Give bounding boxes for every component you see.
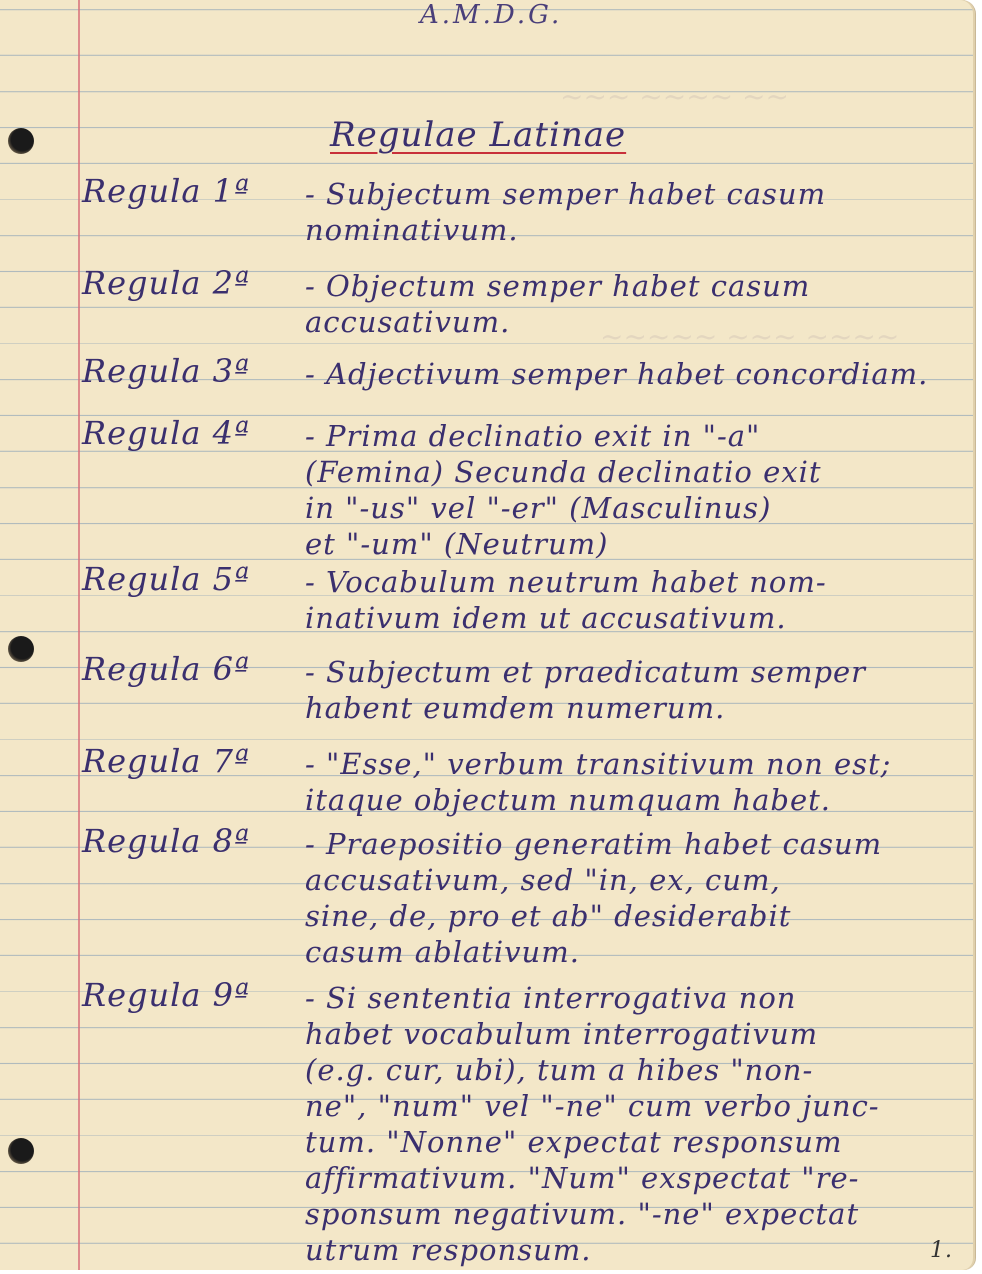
rule-label: Regula 4ª [82,414,251,452]
bleed-through: ~~~~~ ~~~ ~~~~ [600,320,900,353]
rule-label: Regula 5ª [82,560,251,598]
bleed-through: ~~~ ~~~~ ~~ [560,80,789,113]
rule-text: - Vocabulum neutrum habet nom- inativum idem ut accusativum. [305,565,827,635]
rule-text: - "Esse," verbum transitivum non est; itaque objectum numquam habet. [305,747,892,817]
rule-text: - Objectum semper habet casum accusativum. [305,269,811,339]
rule-label: Regula 1ª [82,172,251,210]
binder-hole [8,636,34,662]
rule-text: - Praepositio generatim habet casum accusativum, sed "in, ex, cum, sine, de, pro et ab" desiderabit casum ablativum. [305,827,883,969]
rule-text: - Adjectivum semper habet concordiam. [305,357,929,391]
margin-line [78,0,80,1270]
rule-label: Regula 3ª [82,352,251,390]
header-mark: A.M.D.G. [420,0,563,30]
binder-hole [8,1138,34,1164]
rule-text: - Prima declinatio exit in "-a" (Femina) Secunda declinatio exit in "-us" vel "-er" (Masculinus) et "-um" (Neutrum) [305,419,822,561]
rule-text: - Subjectum et praedicatum semper habent eumdem numerum. [305,655,867,725]
rule-label: Regula 6ª [82,650,251,688]
rule-label: Regula 8ª [82,822,251,860]
rule-label: Regula 7ª [82,742,251,780]
rule-text: - Subjectum semper habet casum nominativum. [305,177,827,247]
binder-hole [8,128,34,154]
rule-text: - Si sententia interrogativa non habet vocabulum interrogativum (e.g. cur, ubi), tum a hibes "non- ne", "num" vel "-ne" cum verbo junc- tum. "Nonne" expectat responsum affirmativum. "Num" exspectat "re- sponsum negativum. "-ne" expectat utrum responsum. [305,981,880,1267]
page-number: 1. [930,1238,953,1263]
rule-label: Regula 9ª [82,976,251,1014]
rule-label: Regula 2ª [82,264,251,302]
page-title: Regulae Latinae [330,115,627,155]
